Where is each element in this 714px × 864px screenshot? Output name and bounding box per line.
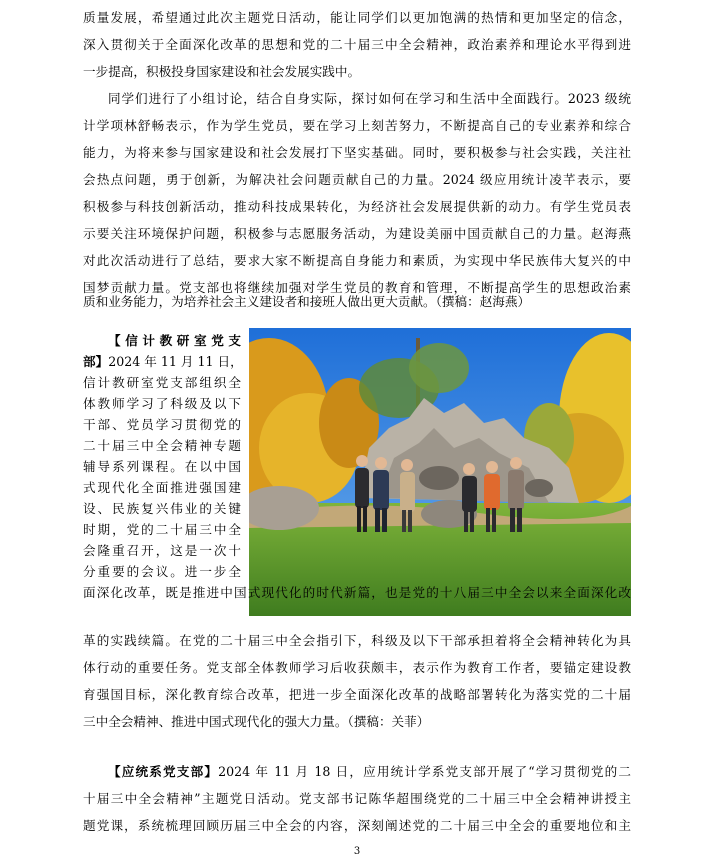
text-line: 质和业务能力，为培养社会主义建设者和接班人做出更大贡献。（撰稿：赵海燕）	[83, 294, 531, 309]
text-line: 计学项林舒畅表示，作为学生党员，要在学习上刻苦努力，不断提高自己的专业素养和综合	[83, 118, 631, 133]
text-line: 积极参与科技创新活动，推动科技成果转化，为经济社会发展提供新的动力。有学生党员表	[83, 199, 631, 214]
text-line: 辅导系列课程。在以中国	[83, 459, 241, 474]
text-line: 体行动的重要任务。党支部全体教师学习后收获颇丰，表示作为教育工作者，要锚定建设教	[83, 660, 631, 675]
text-line: 会热点问题，勇于创新，为解决社会问题贡献自己的力量。2024 级应用统计凌芊表示，要	[83, 172, 631, 187]
text-line: 会隆重召开，这是一次十	[83, 543, 241, 558]
text-line: 育强国目标，深化教育综合改革，把进一步全面深化改革的战略部署转化为落实党的二十届	[83, 687, 631, 702]
text-line: 示要关注环境保护问题，积极参与志愿服务活动，为建设美丽中国贡献自己的力量。赵海燕	[83, 226, 631, 241]
section-heading: 【信计教研室党支	[108, 333, 241, 348]
text-line: 二十届三中全会精神专题	[83, 438, 241, 453]
text-line: 三中全会精神、推进中国式现代化的强大力量。（撰稿：关菲）	[83, 714, 430, 729]
text-line: 一步提高，积极投身国家建设和社会发展实践中。	[83, 64, 361, 79]
date-text: 2024 年 11 月 11 日，	[108, 354, 243, 369]
text-line: 对此次活动进行了总结，要求大家不断提高自身能力和素质，为实现中华民族伟大复兴的中	[83, 253, 631, 268]
page-number: 3	[353, 846, 361, 857]
text-span: 2024 年 11 月 18 日，应用统计学系党支部开展了“学习贯彻党的二	[218, 764, 631, 779]
text-line: 设、民族复兴伟业的关键	[83, 501, 241, 516]
text-line: 革的实践续篇。在党的二十届三中全会指引下，科级及以下干部承担着将全会精神转化为具	[83, 633, 631, 648]
text-line	[108, 764, 631, 780]
text-line: 国梦贡献力量。党支部也将继续加强对学生党员的教育和管理，不断提高学生的思想政治素	[83, 280, 631, 295]
text-line: 信计教研室党支部组织全	[83, 375, 241, 390]
text-line: 十届三中全会精神”主题党日活动。党支部书记陈华超围绕党的二十届三中全会精神讲授主	[83, 791, 631, 806]
text-line: 质量发展，希望通过此次主题党日活动，能让同学们以更加饱满的热情和更加坚定的信念，	[83, 10, 631, 25]
text-line: 题党课，系统梳理回顾历届三中全会的内容，深刻阐述党的二十届三中全会的重要地位和主	[83, 818, 631, 833]
text-line	[83, 354, 243, 370]
text-line: 体教师学习了科级及以下	[83, 396, 241, 411]
text-line: 干部、党员学习贯彻党的	[83, 417, 241, 432]
text-line: 式现代化全面推进强国建	[83, 480, 241, 495]
section-heading: 【应统系党支部】	[108, 764, 219, 779]
group-photo	[249, 328, 631, 616]
text-line: 能力，为将来参与国家建设和社会发展打下坚实基础。同时，要积极参与社会实践，关注社	[83, 145, 631, 160]
text-line: 深入贯彻关于全面深化改革的思想和党的二十届三中全会精神，政治素养和理论水平得到进	[83, 37, 631, 52]
group-photo-image	[249, 328, 631, 616]
text-line: 时期，党的二十届三中全	[83, 522, 241, 537]
text-line: 同学们进行了小组讨论，结合自身实际，探讨如何在学习和生活中全面践行。2023 级统	[108, 91, 631, 106]
text-line: 分重要的会议。进一步全	[83, 564, 241, 579]
text-line: 面深化改革，既是推进中国式现代化的时代新篇，也是党的十八届三中全会以来全面深化改	[83, 585, 631, 600]
section-heading: 部】	[83, 354, 109, 369]
